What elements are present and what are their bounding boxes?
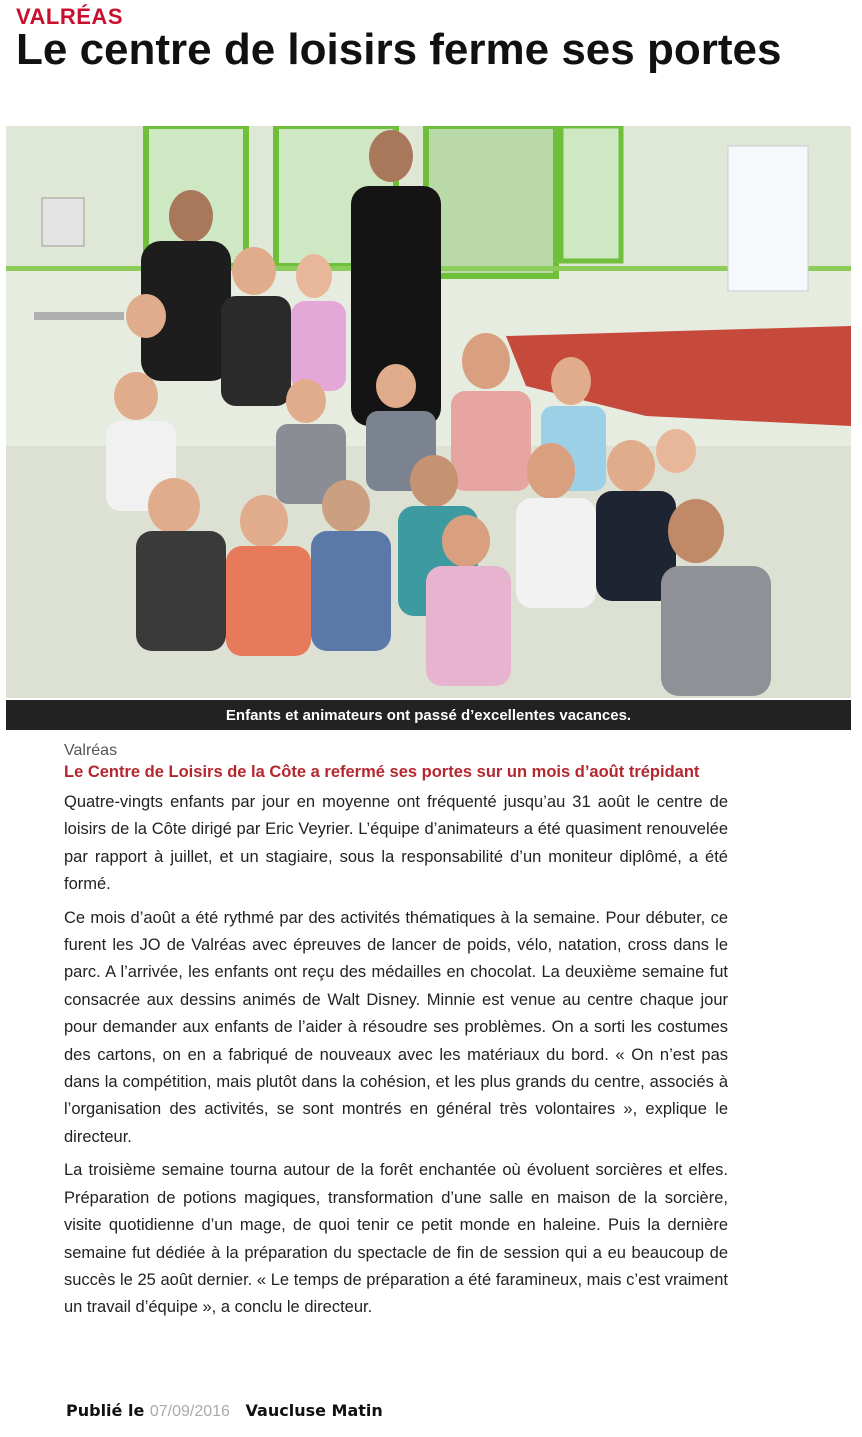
paragraph: Quatre-vingts enfants par jour en moyenne ont fréquenté jusqu’au 31 août le centre de loisirs de la Côte dirigé par Eric Veyrier. L’équipe d’animateurs a été quasiment renouvelée par rapport à juillet, et un stagiaire, sous la responsabilité d’un moniteur diplômé, a été formé. [64,793,728,894]
paragraph: La troisième semaine tourna autour de la forêt enchantée où évoluent sorcières et elfes. Préparation de potions magiques, transformation d’une salle en maison de la sorcière, visite quotidienne d’un mage, de quoi tenir ce petit monde en haleine. Puis la dernière semaine fut dédiée à la préparation du spectacle de fin de session qui a eu beaucoup de succès le 25 août dernier. « Le temps de préparation a été faramineux, mais c’est vraiment un travail d’équipe », a conclu le directeur. [64,1161,728,1317]
publication-footer [66,1401,383,1421]
section-kicker: VALRÉAS [16,4,123,29]
published-label: Publié le [66,1401,145,1420]
photo-caption: Enfants et animateurs ont passé d’excellentes vacances. [6,700,851,730]
dateline: Valréas [64,742,118,759]
article-photo [6,126,851,698]
standfirst: Le Centre de Loisirs de la Côte a refermé ses portes sur un mois d’août trépidant [64,763,700,781]
article-body [64,742,728,1328]
publication-date: 07/09/2016 [149,1403,230,1420]
article-headline: Le centre de loisirs ferme ses portes [16,25,782,74]
publication-source: Vaucluse Matin [245,1401,383,1420]
paragraph: Ce mois d’août a été rythmé par des activités thématiques à la semaine. Pour débuter, ce furent les JO de Valréas avec épreuves de lancer de poids, vélo, natation, cross dans le parc. A l’arrivée, les enfants ont reçu des médailles en chocolat. La deuxième semaine fut consacrée aux dessins animés de Walt Disney. Minnie est venue au centre chaque jour pour demander aux enfants de l’aider à résoudre ses problèmes. On a sorti les costumes des cartons, on en a fabriqué de nouveaux avec les matériaux du bord. « On n’est pas dans la compétition, mais plutôt dans la cohésion, et les plus grands du centre, associés à l’organisation des activités, se sont montrés en général très volontaires », explique le directeur. [64,908,728,1146]
